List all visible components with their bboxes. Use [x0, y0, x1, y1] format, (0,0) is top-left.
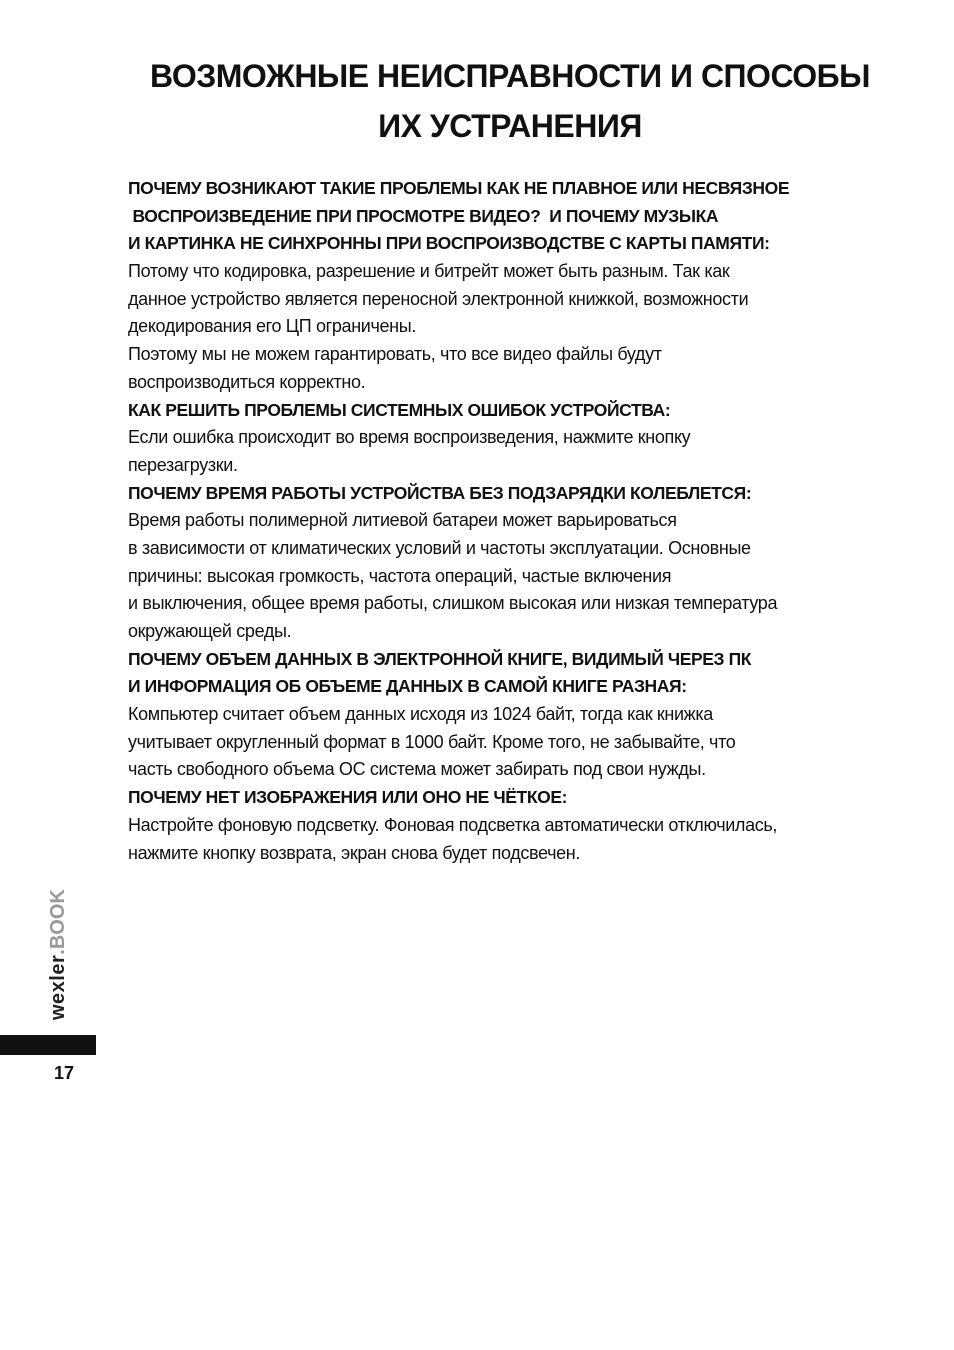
question-heading-line: КАК РЕШИТЬ ПРОБЛЕМЫ СИСТЕМНЫХ ОШИБОК УСТРОЙСТВА: — [128, 399, 671, 420]
page-title-line-2: ИХ УСТРАНЕНИЯ — [378, 108, 642, 144]
answer-text-line: Время работы полимерной литиевой батареи может варьироваться — [128, 510, 677, 531]
brand-logo — [47, 889, 70, 1020]
question-heading-line: И ИНФОРМАЦИЯ ОБ ОБЪЕМЕ ДАННЫХ В САМОЙ КНИГЕ РАЗНАЯ: — [128, 676, 687, 697]
answer-text-line: Потому что кодировка, разрешение и битрейт может быть разным. Так как — [128, 261, 730, 282]
answer-text-line: и выключения, общее время работы, слишком высокая или низкая температура — [128, 593, 778, 614]
answer-text-line: окружающей среды. — [128, 621, 292, 641]
answer-text-line: Поэтому мы не можем гарантировать, что все видео файлы будут — [128, 344, 662, 365]
question-heading-line: И КАРТИНКА НЕ СИНХРОННЫ ПРИ ВОСПРОИЗВОДСТВЕ С КАРТЫ ПАМЯТИ: — [128, 233, 770, 254]
question-heading-line: ВОСПРОИЗВЕДЕНИЕ ПРИ ПРОСМОТРЕ ВИДЕО? И ПОЧЕМУ МУЗЫКА — [128, 205, 719, 226]
answer-text-line: в зависимости от климатических условий и частоты эксплуатации. Основные — [128, 537, 751, 558]
question-heading-line: ПОЧЕМУ НЕТ ИЗОБРАЖЕНИЯ ИЛИ ОНО НЕ ЧЁТКОЕ: — [128, 787, 568, 808]
question-heading-line: ПОЧЕМУ ВОЗНИКАЮТ ТАКИЕ ПРОБЛЕМЫ КАК НЕ ПЛАВНОЕ ИЛИ НЕСВЯЗНОЕ — [128, 178, 790, 198]
faq-content — [128, 175, 928, 867]
brand-suffix: .BOOK — [47, 889, 69, 955]
brand-name: wexler — [47, 954, 69, 1020]
answer-text-line: декодирования его ЦП ограничены. — [128, 316, 417, 337]
answer-text-line: перезагрузки. — [128, 454, 238, 475]
question-heading-line: ПОЧЕМУ ОБЪЕМ ДАННЫХ В ЭЛЕКТРОННОЙ КНИГЕ, ВИДИМЫЙ ЧЕРЕЗ ПК — [128, 648, 752, 669]
answer-text-line: часть свободного объема ОС система может забирать под свои нужды. — [128, 759, 706, 780]
footer-bar — [0, 1035, 96, 1055]
answer-text-line: воспроизводиться корректно. — [128, 371, 366, 392]
answer-text-line: учитывает округленный формат в 1000 байт. Кроме того, не забывайте, что — [128, 731, 736, 752]
answer-text-line: данное устройство является переносной электронной книжкой, возможности — [128, 288, 749, 309]
answer-text-line: Если ошибка происходит во время воспроизведения, нажмите кнопку — [128, 427, 691, 448]
answer-text-line: Настройте фоновую подсветку. Фоновая подсветка автоматически отключилась, — [128, 814, 778, 835]
question-heading-line: ПОЧЕМУ ВРЕМЯ РАБОТЫ УСТРОЙСТВА БЕЗ ПОДЗАРЯДКИ КОЛЕБЛЕТСЯ: — [128, 482, 752, 503]
answer-text-line: нажмите кнопку возврата, экран снова будет подсвечен. — [128, 842, 581, 863]
page-title-line-1: ВОЗМОЖНЫЕ НЕИСПРАВНОСТИ И СПОСОБЫ — [150, 58, 870, 94]
answer-text-line: Компьютер считает объем данных исходя из 1024 байт, тогда как книжка — [128, 704, 713, 725]
page-number: 17 — [54, 1063, 75, 1083]
answer-text-line: причины: высокая громкость, частота операций, частые включения — [128, 565, 672, 586]
